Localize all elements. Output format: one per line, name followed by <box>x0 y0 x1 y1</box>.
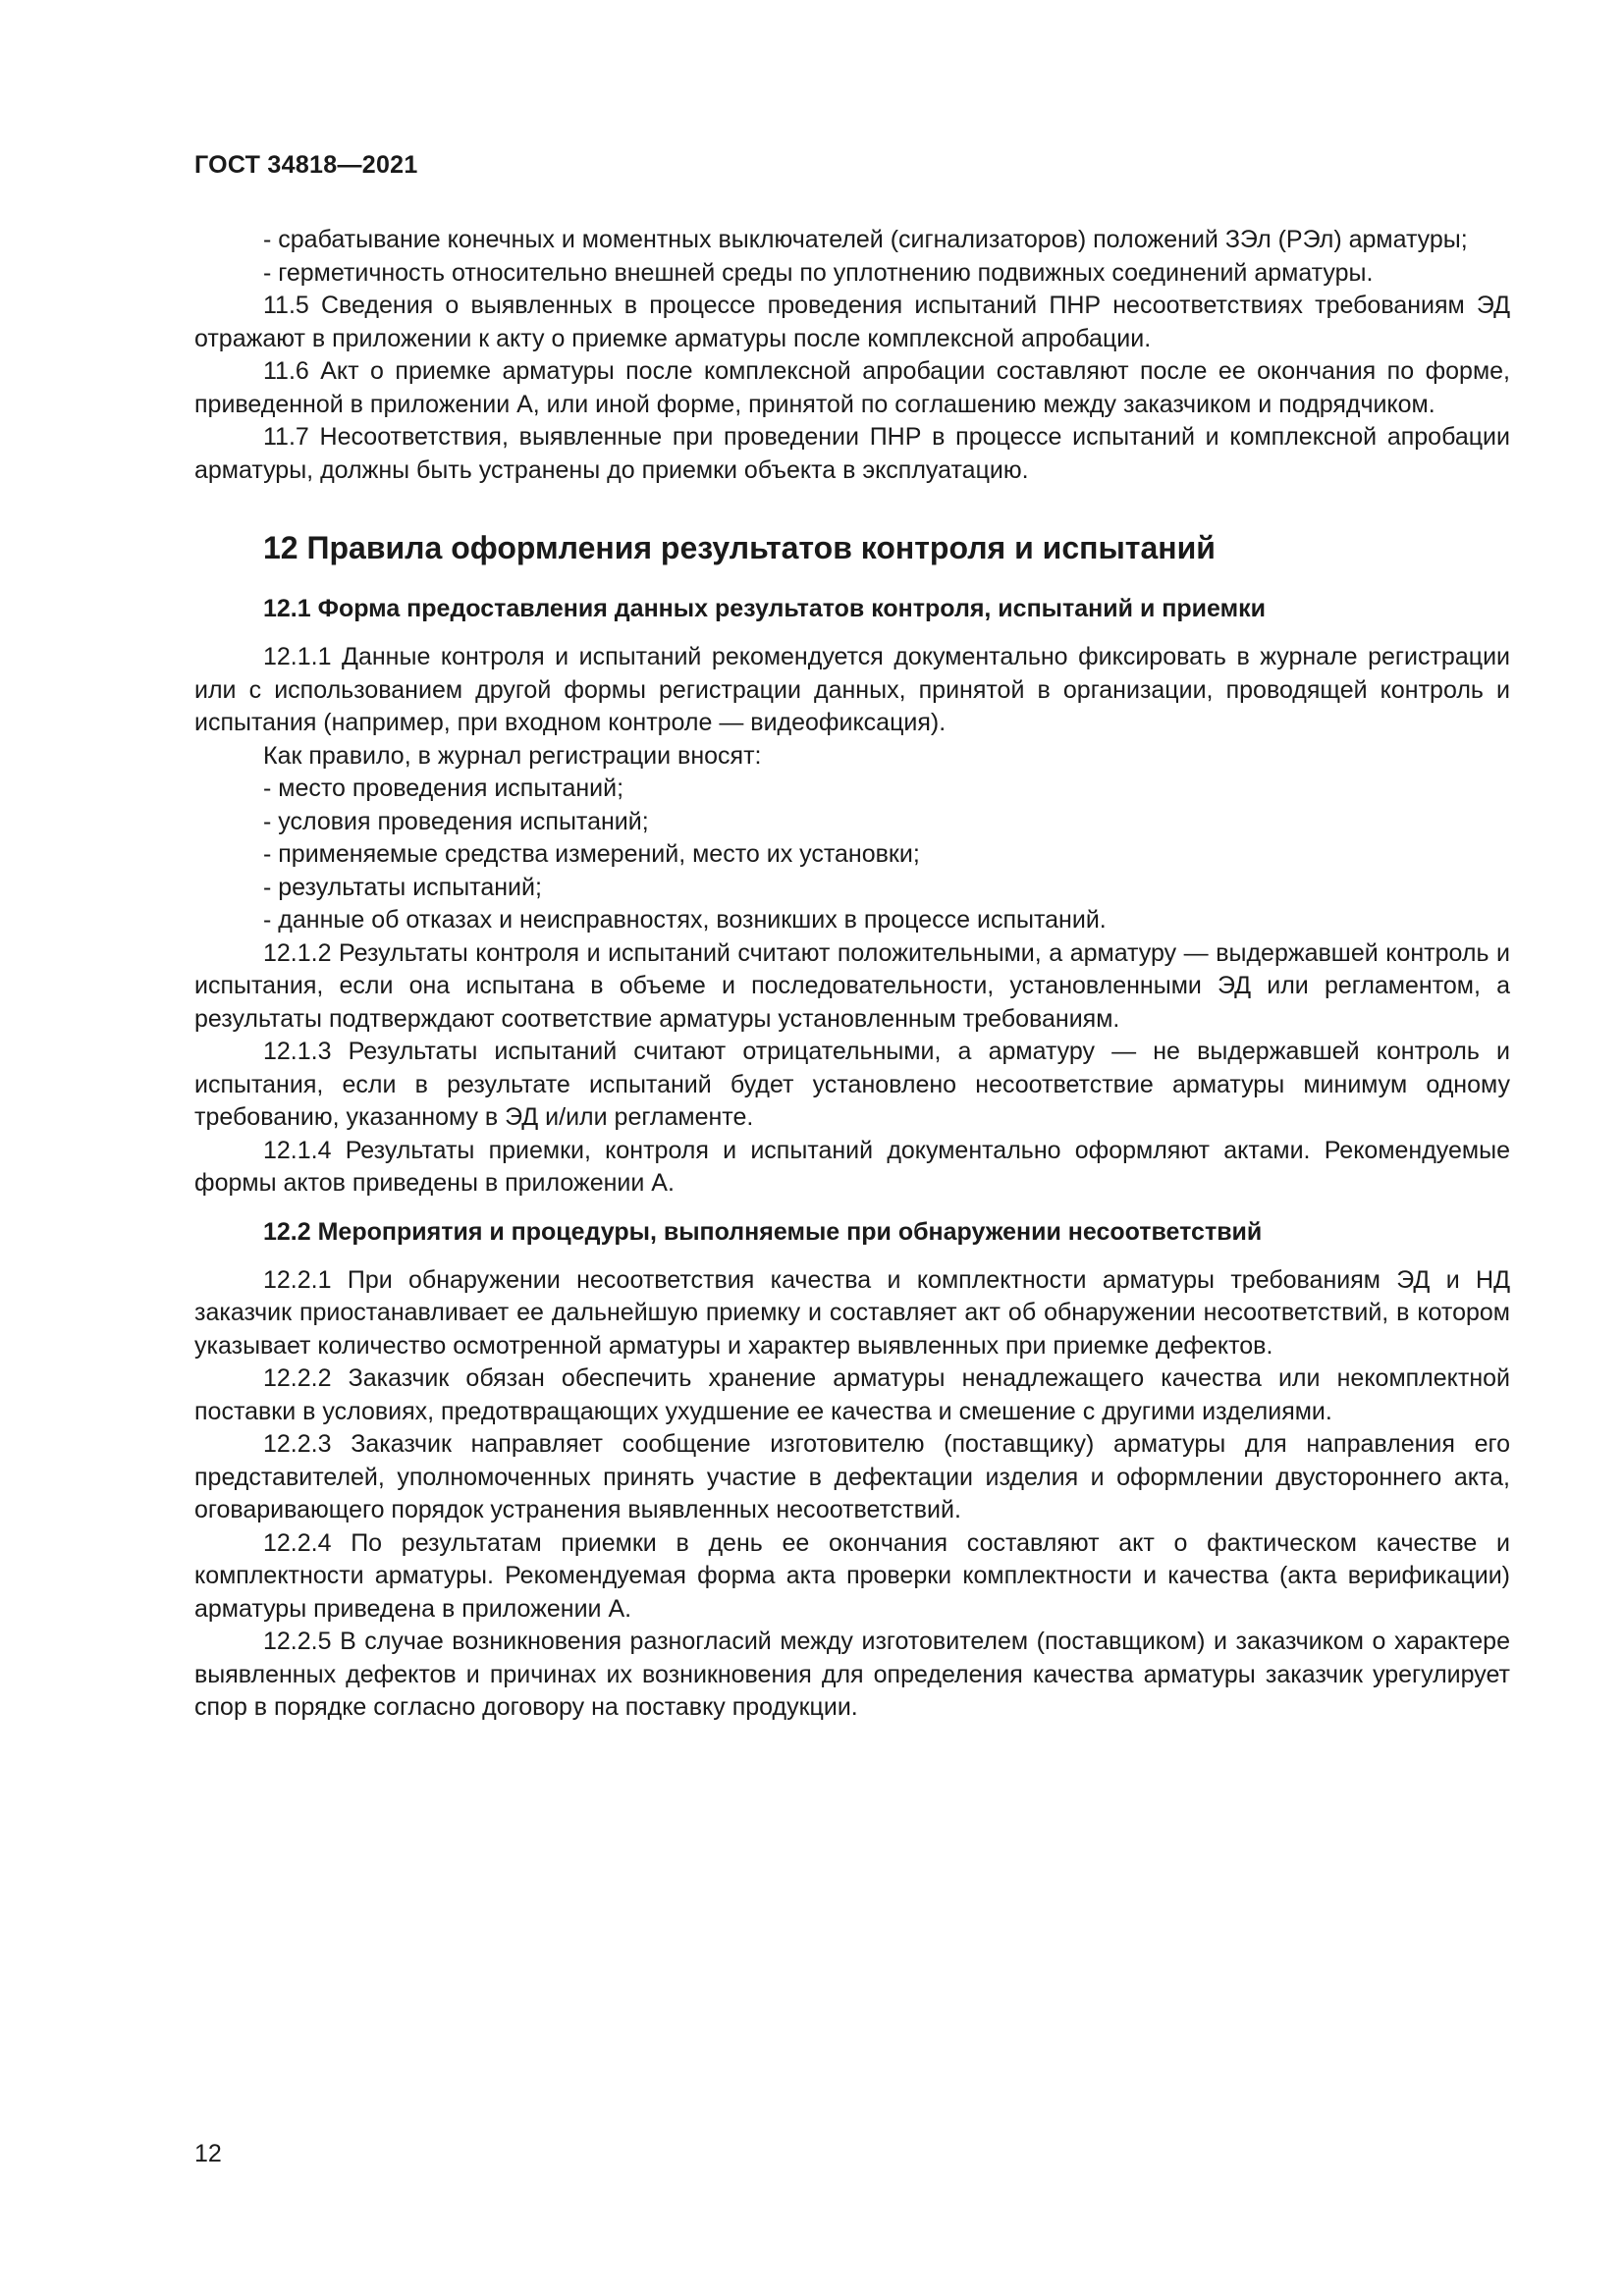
paragraph-12-1-1: 12.1.1 Данные контроля и испытаний рекомендуется документально фиксировать в журнале регистрации или с использованием другой формы регистрации данных, принятой в организации, проводящей контроль и испытания (например, при входном контроле — видеофиксация). <box>194 643 1510 736</box>
registration-list-item: - место проведения испытаний; <box>263 774 624 802</box>
page-number: 12 <box>194 2140 222 2167</box>
section-12-title: 12 Правила оформления результатов контроля и испытаний <box>263 530 1216 565</box>
document-body <box>194 224 1510 1725</box>
registration-list-item: - условия проведения испытаний; <box>263 807 649 835</box>
paragraph-12-1-2: 12.1.2 Результаты контроля и испытаний считают положительными, а арматуру — выдержавшей контроль и испытания, если она испытана в объеме и последовательности, установленными ЭД или регламентом, а результаты подтверждают соответствие арматуры установленным требованиям. <box>194 938 1510 1033</box>
registration-list-item: - результаты испытаний; <box>263 873 542 901</box>
document-code-header: ГОСТ 34818—2021 <box>194 151 418 179</box>
subsection-12-1-title: 12.1 Форма предоставления данных результатов контроля, испытаний и приемки <box>263 595 1266 622</box>
paragraph-11-5: 11.5 Сведения о выявленных в процессе проведения испытаний ПНР несоответствиях требованиям ЭД отражают в приложении к акту о приемке арматуры после комплексной апробации. <box>194 292 1510 352</box>
paragraph-12-2-2: 12.2.2 Заказчик обязан обеспечить хранение арматуры ненадлежащего качества или некомплектной поставки в условиях, предотвращающих ухудшение ее качества и смешение с другими изделиями. <box>194 1364 1510 1425</box>
registration-list-item: - применяемые средства измерений, место их установки; <box>263 840 920 868</box>
registration-list-item: - данные об отказах и неисправностях, возникших в процессе испытаний. <box>263 906 1107 934</box>
paragraph-11-6: 11.6 Акт о приемке арматуры после комплексной апробации составляют после ее окончания по форме, приведенной в приложении А, или иной форме, принятой по соглашению между заказчиком и подрядчиком. <box>194 357 1510 418</box>
paragraph-12-1-4: 12.1.4 Результаты приемки, контроля и испытаний документально оформляют актами. Рекомендуемые формы актов приведены в приложении А. <box>194 1136 1510 1197</box>
intro-list-item: - герметичность относительно внешней среды по уплотнению подвижных соединений арматуры. <box>263 258 1374 287</box>
paragraph-12-2-4: 12.2.4 По результатам приемки в день ее окончания составляют акт о фактическом качестве и комплектности арматуры. Рекомендуемая форма акта проверки комплектности и качества (акта верификации) арматуры приведена в приложении А. <box>194 1528 1510 1623</box>
paragraph-12-2-3: 12.2.3 Заказчик направляет сообщение изготовителю (поставщику) арматуры для направления его представителей, уполномоченных принять участие в дефектации изделия и оформлении двустороннего акта, оговаривающего порядок устранения выявленных несоответствий. <box>194 1430 1510 1523</box>
paragraph-11-7: 11.7 Несоответствия, выявленные при проведении ПНР в процессе испытаний и комплексной апробации арматуры, должны быть устранены до приемки объекта в эксплуатацию. <box>194 423 1510 484</box>
paragraph-12-1-3: 12.1.3 Результаты испытаний считают отрицательными, а арматуру — не выдержавшей контроль и испытания, если в результате испытаний будет установлено несоответствие арматуры минимум одному требованию, указанному в ЭД и/или регламенте. <box>194 1038 1510 1131</box>
paragraph-12-2-5: 12.2.5 В случае возникновения разногласий между изготовителем (поставщиком) и заказчиком о характере выявленных дефектов и причинах их возникновения для определения качества арматуры заказчик урегулирует спор в порядке согласно договору на поставку продукции. <box>194 1628 1510 1721</box>
list-intro: Как правило, в журнал регистрации вносят: <box>263 741 762 770</box>
intro-list-item: - срабатывание конечных и моментных выключателей (сигнализаторов) положений ЗЭл (РЭл) арматуры; <box>263 226 1468 253</box>
paragraph-12-2-1: 12.2.1 При обнаружении несоответствия качества и комплектности арматуры требованиям ЭД и НД заказчик приостанавливает ее дальнейшую приемку и составляет акт об обнаружении несоответствий, в котором указывает количество осмотренной арматуры и характер выявленных при приемке дефектов. <box>194 1265 1510 1360</box>
subsection-12-2-title: 12.2 Мероприятия и процедуры, выполняемые при обнаружении несоответствий <box>263 1217 1263 1246</box>
